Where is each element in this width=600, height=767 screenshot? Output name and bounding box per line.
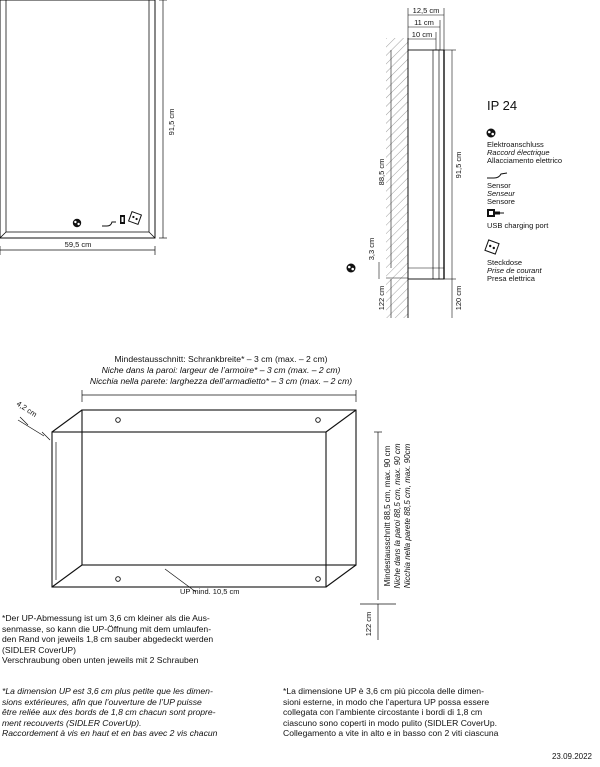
- niche-heading-de: Mindestausschnitt: Schrankbreite* – 3 cm (max. – 2 cm): [114, 354, 328, 364]
- socket-icon: [129, 212, 142, 225]
- legend-socket-it: Presa elettrica: [487, 274, 535, 283]
- usb-icon: [487, 209, 504, 217]
- front-width-label: 59,5 cm: [64, 240, 92, 249]
- note-it-text: *La dimensione UP è 3,6 cm più piccola delle dimen- sioni esterne, in modo che l’apertura UP possa essere collegata con l’ambiente circostante i bordi di 1,8 cm ciascuno sono coperti in modo pulito (SIDLER CoverUp. Collegamento a vite in alto e in basso con 2 viti ciascuna: [283, 686, 499, 739]
- screw: [316, 418, 321, 423]
- screw: [316, 577, 321, 582]
- legend-sensor-de: Sensor: [487, 181, 511, 190]
- niche-back-frame: [82, 410, 356, 565]
- electrical-connection-icon: [73, 219, 81, 227]
- usb-icon: [120, 215, 125, 224]
- cabinet-outer-frame: [0, 0, 155, 238]
- legend-socket-de: Steckdose: [487, 258, 523, 267]
- note-de-text: *Der UP-Abmessung ist um 3,6 cm kleiner als die Aus- senmasse, so kann die UP-Öffnung mit dem umlaufen- den Rand von jeweils 1,8 cm sauber abgedeckt werden (SIDLER CoverUP) Verschraubung oben unten jeweils mit 2 Schrauben: [2, 613, 214, 666]
- socket-icon: [485, 240, 499, 254]
- cabinet-side: [408, 50, 444, 279]
- legend-electrical-de: Elektroanschluss: [487, 140, 544, 149]
- legend-sensor-fr: Senseur: [487, 189, 515, 198]
- screw: [116, 418, 121, 423]
- outer-height-label: 91,5 cm: [454, 151, 463, 179]
- depth-label-mid: 11 cm: [414, 18, 434, 27]
- legend: [485, 98, 562, 283]
- date: 23.09.2022: [551, 752, 592, 761]
- side-view: [347, 6, 464, 318]
- niche-depth-label: 4,2 cm: [14, 399, 39, 419]
- ip-rating: IP 24: [487, 98, 518, 113]
- inner-height-label: 88,5 cm: [377, 158, 386, 186]
- legend-usb: USB charging port: [487, 221, 549, 230]
- legend-electrical-it: Allacciamento elettrico: [487, 156, 563, 165]
- electrical-connection-icon: [487, 129, 496, 138]
- legend-electrical-fr: Raccord électrique: [487, 148, 550, 157]
- electrical-connection-icon: [347, 264, 356, 273]
- wall-hatch: [386, 38, 408, 318]
- sensor-icon: [487, 173, 507, 178]
- depth-label-inner: 10 cm: [411, 30, 433, 39]
- front-view: [0, 0, 176, 255]
- niche-drawing: [15, 354, 412, 640]
- up-label: UP mind. 10,5 cm: [180, 587, 240, 596]
- screw: [116, 577, 121, 582]
- legend-socket-fr: Prise de courant: [487, 266, 542, 275]
- niche-heading-fr: Niche dans la paroi: largeur de l’armoire* – 3 cm (max. – 2 cm): [101, 365, 341, 375]
- floor-left-label: 122 cm: [377, 285, 386, 311]
- note-fr: [2, 686, 277, 739]
- cabinet-inner-frame: [6, 0, 149, 232]
- note-it: [283, 686, 583, 739]
- niche-front-frame: [52, 432, 326, 587]
- niche-heading-it: Nicchia nella parete: larghezza dell’armadietto* – 3 cm (max. – 2 cm): [89, 376, 353, 386]
- niche-floor-label: 122 cm: [364, 611, 373, 637]
- note-fr-text: *La dimension UP est 3,6 cm plus petite que les dimen- sions extérieures, afin que l’ouverture de l’UP puisse être reliée aux des bords de 1,8 cm chacun sont propre- ment recouverts (SIDLER CoverUp). Raccordement à vis en haut et en bas avec 2 vis chacun: [2, 686, 218, 739]
- front-height-label: 91,5 cm: [167, 108, 176, 136]
- legend-sensor-it: Sensore: [487, 197, 515, 206]
- depth-label-outer: 12,5 cm: [412, 6, 440, 15]
- niche-side-label-fr: Niche dans la paroi 88,5 cm, max. 90 cm: [393, 443, 402, 589]
- floor-right-label: 120 cm: [454, 285, 463, 311]
- sensor-icon: [102, 222, 116, 226]
- niche-side-label-de: Mindestausschnitt 88,5 cm, max. 90 cm: [383, 445, 392, 587]
- niche-side-label-it: Nicchia nella parete 88,5 cm, max. 90cm: [403, 443, 412, 589]
- note-de: [2, 613, 272, 666]
- offset-label: 3,3 cm: [367, 237, 376, 261]
